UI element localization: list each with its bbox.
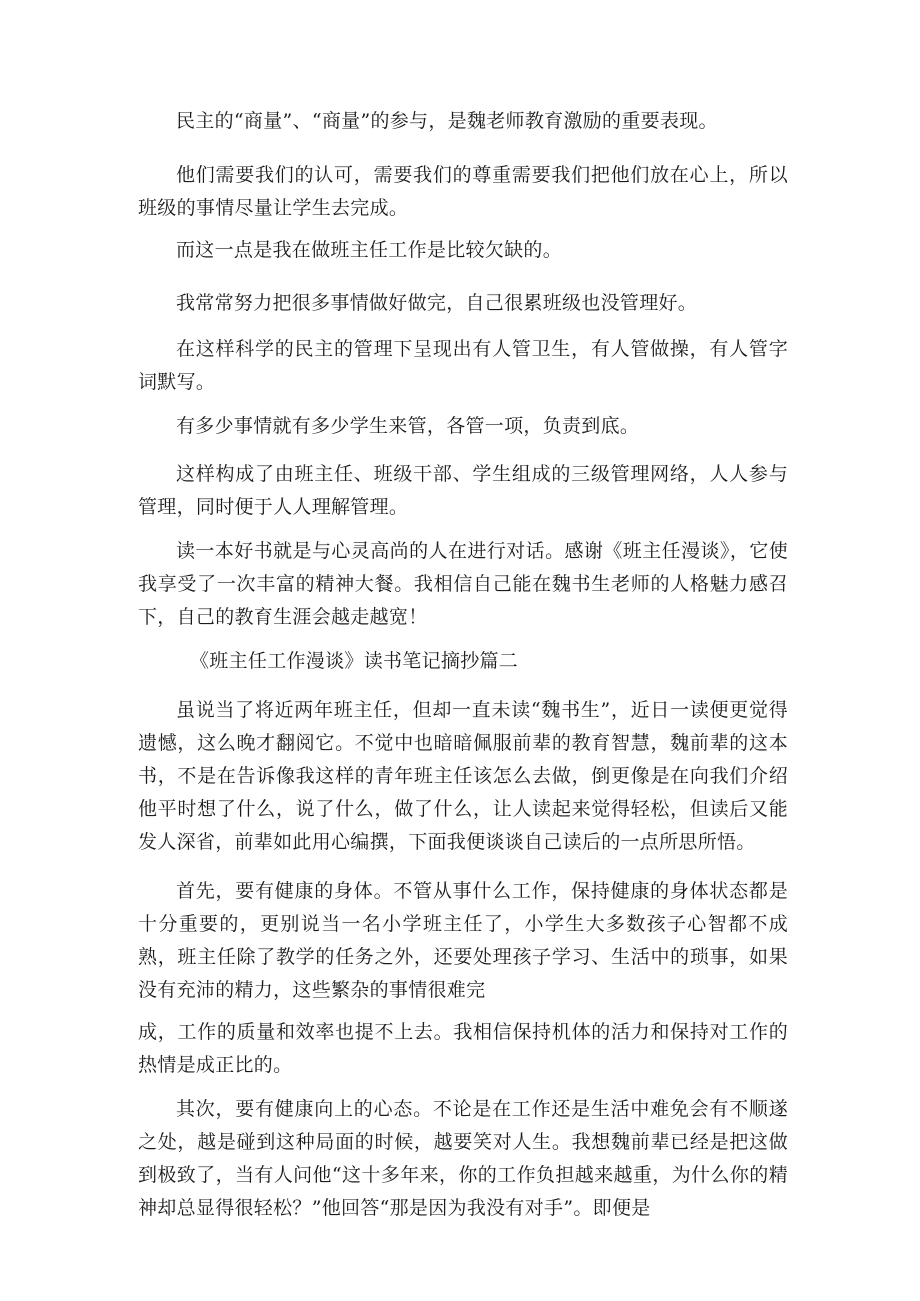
paragraph-health: 首先，要有健康的身体。不管从事什么工作，保持健康的身体状态都是十分重要的，更别说当一名小学班主任了，小学生大多数孩子心智都不成熟，班主任除了教学的任务之外，还要处理孩子学习、生活中的琐事，如果没有充沛的精力，这些繁杂的事情很难完: [138, 880, 788, 1001]
paragraph-network: 这样构成了由班主任、班级干部、学生组成的三级管理网络，人人参与管理，同时便于人人理解管理。: [138, 463, 788, 518]
paragraph-recognition: 他们需要我们的认可，需要我们的尊重需要我们把他们放在心上，所以班级的事情尽量让学生去完成。: [138, 164, 788, 219]
paragraph-attitude: 其次，要有健康向上的心态。不论是在工作还是生活中难免会有不顺遂之处，越是碰到这种局面的时候，越要笑对人生。我想魏前辈已经是把这做到极致了，当有人问他“这十多年来，你的工作负担越来越重，为什么你的精神却总显得很轻松？”他回答“那是因为我没有对手”。即便是: [138, 1098, 788, 1219]
paragraph-democratic-consultation: 民主的“商量”、“商量”的参与，是魏老师教育激励的重要表现。: [176, 110, 718, 132]
paragraph-responsibility: 有多少事情就有多少学生来管，各管一项，负责到底。: [176, 415, 640, 437]
paragraph-good-book: 读一本好书就是与心灵高尚的人在进行对话。感谢《班主任漫谈》，它使我享受了一次丰富的精神大餐。我相信自己能在魏书生老师的人格魅力感召下，自己的教育生涯会越走越宽！: [138, 540, 788, 628]
paragraph-effort: 我常常努力把很多事情做好做完，自己很累班级也没管理好。: [176, 292, 698, 314]
section-heading: 《班主任工作漫谈》读书笔记摘抄篇二: [190, 650, 519, 672]
paragraph-intro-part-two: 虽说当了将近两年班主任，但却一直未读“魏书生”，近日一读便更觉得遗憾，这么晚才翻阅它。不觉中也暗暗佩服前辈的教育智慧，魏前辈的这本书，不是在告诉像我这样的青年班主任该怎么去做，倒更像是在向我们介绍他平时想了什么，说了什么，做了什么，让人读起来觉得轻松，但读后又能发人深省，前辈如此用心编撰，下面我便谈谈自己读后的一点所思所悟。: [138, 699, 788, 853]
paragraph-health-continued: 成，工作的质量和效率也提不上去。我相信保持机体的活力和保持对工作的热情是成正比的。: [138, 1021, 788, 1076]
paragraph-shortcoming: 而这一点是我在做班主任工作是比较欠缺的。: [176, 239, 563, 261]
paragraph-management: 在这样科学的民主的管理下呈现出有人管卫生，有人管做操，有人管字词默写。: [138, 338, 788, 393]
